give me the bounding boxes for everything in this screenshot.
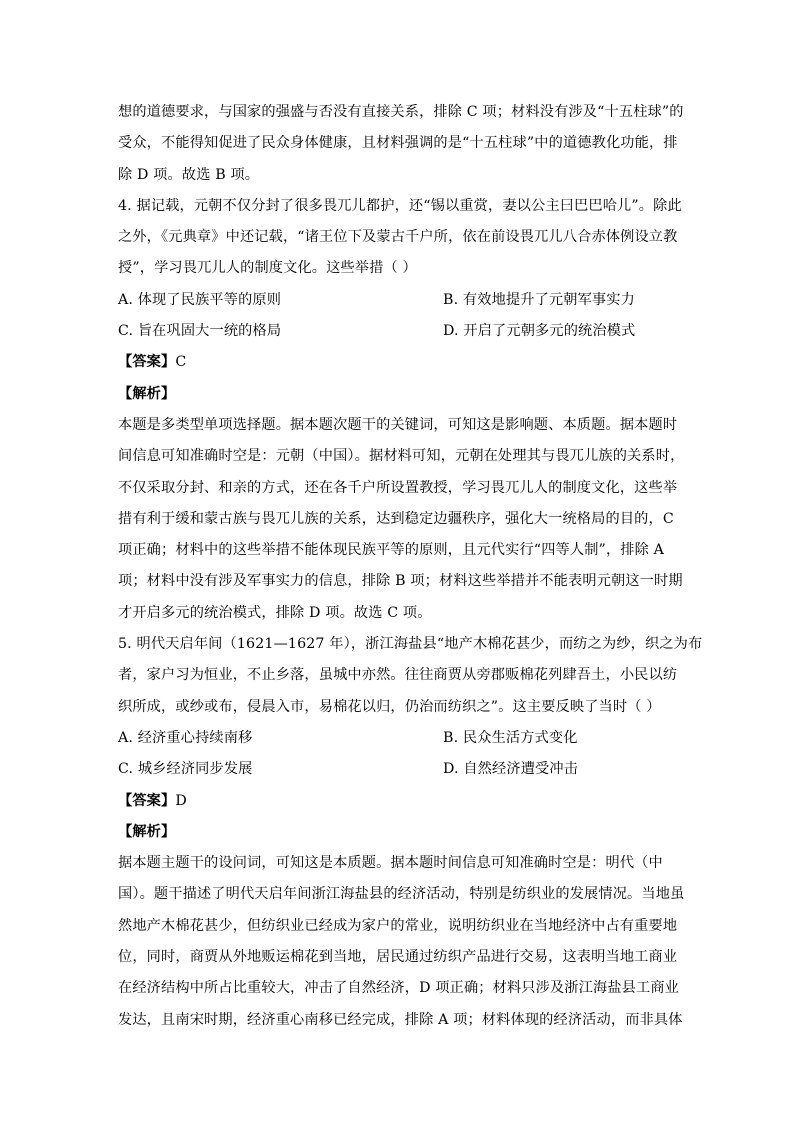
analysis-label: 【解析】 <box>118 385 176 402</box>
option-a: A. 体现了民族平等的原则 <box>118 291 282 308</box>
answer-value: D <box>175 792 187 809</box>
question-stem-line: 织所成，或纱或布，侵晨入市，易棉花以归，仍治而纺织之”。这主要反映了当时（ ） <box>118 698 661 715</box>
analysis-line: 在经济结构中所占比重较大，冲击了自然经济，D 项正确；材料只涉及浙江海盐县工商业 <box>118 980 680 997</box>
options-row <box>118 285 678 316</box>
option-d: D. 开启了元朝多元的统治模式 <box>443 323 636 340</box>
analysis-heading <box>118 817 678 848</box>
analysis-line: 不仅采取分封、和亲的方式，还在各千户所设置教授，学习畏兀儿人的制度文化，这些举 <box>118 479 678 496</box>
text-line: 除 D 项。故选 B 项。 <box>118 166 260 183</box>
analysis-line: 才开启多元的统治模式，排除 D 项。故选 C 项。 <box>118 604 432 621</box>
previous-analysis-continuation <box>118 97 684 191</box>
question-4 <box>118 191 685 629</box>
analysis-line: 措有利于缓和蒙古族与畏兀儿族的关系，达到稳定边疆秩序，强化大一统格局的目的，C <box>118 510 674 527</box>
question-stem-line: 之外，《元典章》中还记载，“诸王位下及蒙古千户所，依在前设畏兀儿八合赤体例设立教 <box>118 229 678 246</box>
option-d: D. 自然经济遭受冲击 <box>443 761 579 778</box>
options-row <box>118 316 678 347</box>
option-b: B. 民众生活方式变化 <box>443 729 578 746</box>
question-5 <box>118 629 703 1036</box>
analysis-label: 【解析】 <box>118 823 176 840</box>
option-c: C. 旨在巩固大一统的格局 <box>118 323 282 340</box>
analysis-heading <box>118 379 678 410</box>
option-a: A. 经济重心持续南移 <box>118 729 253 746</box>
answer-label: 【答案】 <box>118 354 176 371</box>
analysis-line: 本题是多类型单项选择题。据本题次题干的关键词，可知这是影响题、本质题。据本题时 <box>118 416 678 433</box>
option-c: C. 城乡经济同步发展 <box>118 761 253 778</box>
options-row <box>118 754 678 785</box>
question-stem-line: 授”，学习畏兀儿人的制度文化。这些举措（ ） <box>118 260 417 277</box>
analysis-line: 发达，且南宋时期，经济重心南移已经完成，排除 A 项；材料体现的经济活动，而非具体 <box>118 1011 683 1028</box>
analysis-line: 国）。题干描述了明代天启年间浙江海盐县的经济活动，特别是纺织业的发展情况。当地虽 <box>118 886 685 903</box>
answer-line <box>118 786 678 817</box>
analysis-line: 然地产木棉花甚少，但纺织业已经成为家户的常业，说明纺织业在当地经济中占有重要地 <box>118 917 678 934</box>
analysis-line: 位，同时，商贾从外地贩运棉花到当地，居民通过纺织产品进行交易，这表明当地工商业 <box>118 949 678 966</box>
question-stem-line: 5. 明代天启年间（1621—1627 年），浙江海盐县“地产木棉花甚少，而纺之为纱，织之为布 <box>118 636 703 653</box>
text-line: 受众，不能得知促进了民众身体健康，且材料强调的是“十五柱球”中的道德教化功能，排 <box>118 135 678 152</box>
answer-line <box>118 347 678 378</box>
options-row <box>118 723 678 754</box>
question-stem-line: 4. 据记载，元朝不仅分封了很多畏兀儿都护，还“锡以重赏，妻以公主曰巴巴哈儿”。除此 <box>118 197 682 214</box>
analysis-line: 间信息可知准确时空是：元朝（中国）。据材料可知，元朝在处理其与畏兀儿族的关系时， <box>118 448 685 465</box>
answer-label: 【答案】 <box>118 792 176 809</box>
text-line: 想的道德要求，与国家的强盛与否没有直接关系，排除 C 项；材料没有涉及“十五柱球”的 <box>118 104 684 120</box>
analysis-line: 项；材料中没有涉及军事实力的信息，排除 B 项；材料这些举措并不能表明元朝这一时期 <box>118 573 683 590</box>
analysis-line: 项正确；材料中的这些举措不能体现民族平等的原则，且元代实行“四等人制”，排除 A <box>118 542 665 559</box>
answer-value: C <box>175 354 187 371</box>
analysis-line: 据本题主题干的设问词，可知这是本质题。据本题时间信息可知准确时空是：明代（中 <box>118 855 663 872</box>
option-b: B. 有效地提升了元朝军事实力 <box>443 291 635 308</box>
question-stem-line: 者，家户习为恒业，不止乡落，虽城中亦然。往往商贾从旁郡贩棉花列肆吾土，小民以纺 <box>118 667 678 684</box>
document-page <box>118 97 703 1036</box>
